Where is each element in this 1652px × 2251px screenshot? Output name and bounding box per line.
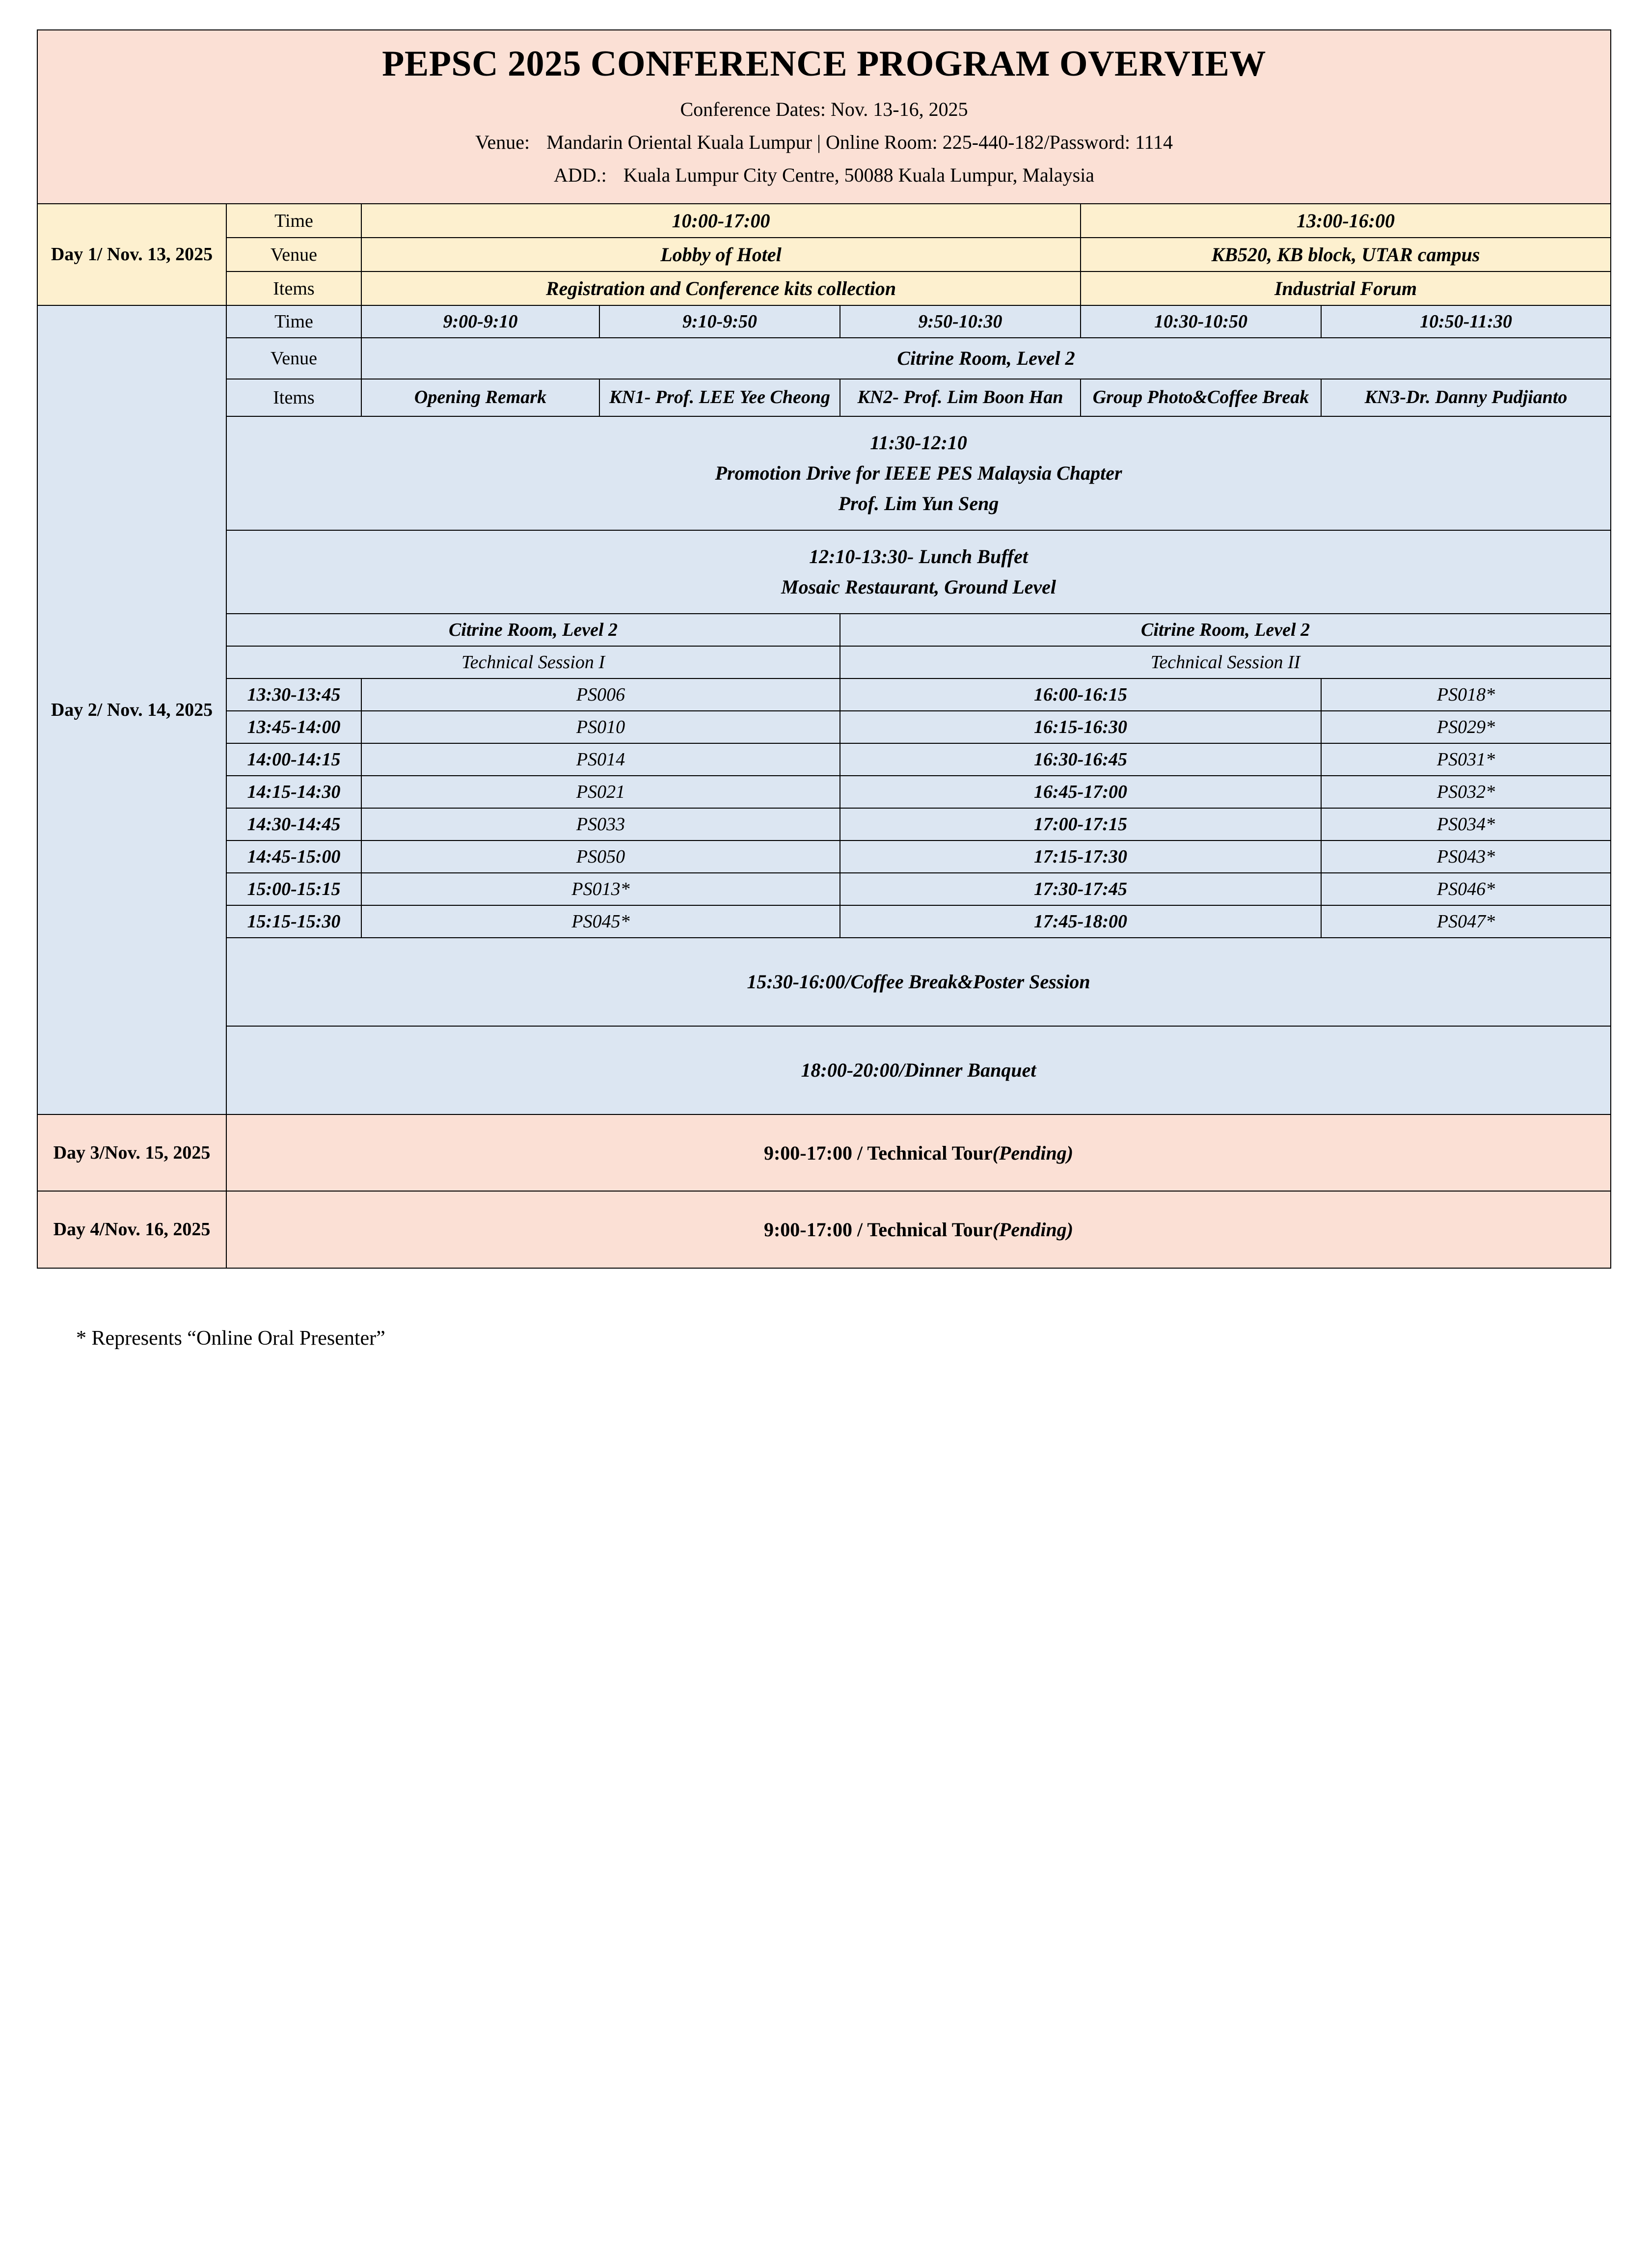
day1-time-2: 13:00-16:00 [1081,204,1611,238]
s1-paper-2: PS010 [361,711,840,743]
day4-label: Day 4/Nov. 16, 2025 [37,1191,226,1268]
day2-time-2: 9:10-9:50 [599,305,840,338]
s2-paper-1: PS018* [1321,678,1611,711]
day2-venue-header: Venue [226,338,361,379]
s2-paper-2: PS029* [1321,711,1611,743]
table-row [37,873,1611,905]
s1-paper-6: PS050 [361,841,840,873]
day1-time-1: 10:00-17:00 [361,204,1081,238]
table-row [37,905,1611,938]
s2-paper-7: PS046* [1321,873,1611,905]
venue-line [48,131,1600,154]
s2-paper-5: PS034* [1321,808,1611,841]
session1-name: Technical Session I [226,646,840,678]
s1-time-7: 15:00-15:15 [226,873,361,905]
page-title: PEPSC 2025 CONFERENCE PROGRAM OVERVIEW [382,44,1266,84]
day4-value [226,1191,1611,1268]
day1-venue-1: Lobby of Hotel [361,238,1081,271]
day2-time-4: 10:30-10:50 [1081,305,1321,338]
promotion-time: 11:30-12:10 [870,431,967,454]
day2-time-5: 10:50-11:30 [1321,305,1611,338]
day2-time-header: Time [226,305,361,338]
day2-time-row [37,305,1611,338]
day1-venue-2: KB520, KB block, UTAR campus [1081,238,1611,271]
s1-time-8: 15:15-15:30 [226,905,361,938]
day2-promotion-row [37,416,1611,530]
s2-time-7: 17:30-17:45 [840,873,1321,905]
day2-item-4: Group Photo&Coffee Break [1081,379,1321,416]
day2-time-1: 9:00-9:10 [361,305,599,338]
s1-time-4: 14:15-14:30 [226,776,361,808]
s1-paper-5: PS033 [361,808,840,841]
day2-item-5: KN3-Dr. Danny Pudjianto [1321,379,1611,416]
lunch-line-1: 12:10-13:30- Lunch Buffet [809,545,1028,568]
day1-item-2: Industrial Forum [1081,271,1611,305]
s2-paper-4: PS032* [1321,776,1611,808]
s2-time-1: 16:00-16:15 [840,678,1321,711]
address-value: Kuala Lumpur City Centre, 50088 Kuala Lumpur, Malaysia [623,164,1095,186]
address-line [48,163,1600,187]
day2-venue-row [37,338,1611,379]
day1-venue-header: Venue [226,238,361,271]
table-row [37,711,1611,743]
promotion-title: Promotion Drive for IEEE PES Malaysia Chapter [715,461,1122,484]
address-label: ADD.: [553,164,607,186]
day1-items-header: Items [226,271,361,305]
table-row [37,808,1611,841]
session2-venue: Citrine Room, Level 2 [840,614,1611,646]
day2-items-header: Items [226,379,361,416]
promotion-block [226,416,1611,530]
day4-pending: (Pending) [992,1219,1074,1241]
s1-paper-3: PS014 [361,743,840,776]
venue-value: Mandarin Oriental Kuala Lumpur | Online Room: 225-440-182/Password: 1114 [546,131,1173,153]
day2-items-row [37,379,1611,416]
day3-label: Day 3/Nov. 15, 2025 [37,1114,226,1192]
promotion-speaker: Prof. Lim Yun Seng [838,492,999,515]
day1-time-row [37,204,1611,238]
program-overview-table [37,29,1611,1269]
s1-paper-1: PS006 [361,678,840,711]
day3-tour-text: 9:00-17:00 / Technical Tour [763,1141,993,1164]
table-row [37,776,1611,808]
day2-lunch-row [37,530,1611,614]
dinner-row [37,1026,1611,1114]
dinner-value: 18:00-20:00/Dinner Banquet [226,1026,1611,1114]
day1-venue-row [37,238,1611,271]
s2-paper-8: PS047* [1321,905,1611,938]
header-row [37,30,1611,204]
day2-time-3: 9:50-10:30 [840,305,1081,338]
s1-time-2: 13:45-14:00 [226,711,361,743]
day1-item-1: Registration and Conference kits collection [361,271,1081,305]
day4-tour-text: 9:00-17:00 / Technical Tour [763,1219,993,1241]
session-venue-row [37,614,1611,646]
table-row [37,678,1611,711]
s1-time-5: 14:30-14:45 [226,808,361,841]
day2-item-3: KN2- Prof. Lim Boon Han [840,379,1081,416]
day1-time-header: Time [226,204,361,238]
footnote: * Represents “Online Oral Presenter” [76,1327,385,1350]
s1-time-3: 14:00-14:15 [226,743,361,776]
s2-time-2: 16:15-16:30 [840,711,1321,743]
table-row [37,743,1611,776]
day2-item-1: Opening Remark [361,379,599,416]
conference-dates: Conference Dates: Nov. 13-16, 2025 [680,98,968,120]
day3-row [37,1114,1611,1192]
lunch-line-2: Mosaic Restaurant, Ground Level [781,575,1056,598]
day2-venue-value: Citrine Room, Level 2 [361,338,1611,379]
s1-time-1: 13:30-13:45 [226,678,361,711]
s2-time-4: 16:45-17:00 [840,776,1321,808]
s1-time-6: 14:45-15:00 [226,841,361,873]
s2-time-3: 16:30-16:45 [840,743,1321,776]
s2-time-8: 17:45-18:00 [840,905,1321,938]
day4-row [37,1191,1611,1268]
coffee-break-value: 15:30-16:00/Coffee Break&Poster Session [226,938,1611,1026]
s2-paper-6: PS043* [1321,841,1611,873]
day1-items-row [37,271,1611,305]
day2-item-2: KN1- Prof. LEE Yee Cheong [599,379,840,416]
s1-paper-8: PS045* [361,905,840,938]
day3-pending: (Pending) [992,1141,1074,1164]
venue-label: Venue: [475,131,530,153]
s2-time-6: 17:15-17:30 [840,841,1321,873]
table-row [37,841,1611,873]
s2-time-5: 17:00-17:15 [840,808,1321,841]
session1-venue: Citrine Room, Level 2 [226,614,840,646]
header-block [37,30,1611,204]
day1-label: Day 1/ Nov. 13, 2025 [37,204,226,305]
s2-paper-3: PS031* [1321,743,1611,776]
session2-name: Technical Session II [840,646,1611,678]
day2-label: Day 2/ Nov. 14, 2025 [37,305,226,1114]
s1-paper-4: PS021 [361,776,840,808]
s1-paper-7: PS013* [361,873,840,905]
day3-value [226,1114,1611,1192]
coffee-break-row [37,938,1611,1026]
session-name-row [37,646,1611,678]
lunch-block [226,530,1611,614]
